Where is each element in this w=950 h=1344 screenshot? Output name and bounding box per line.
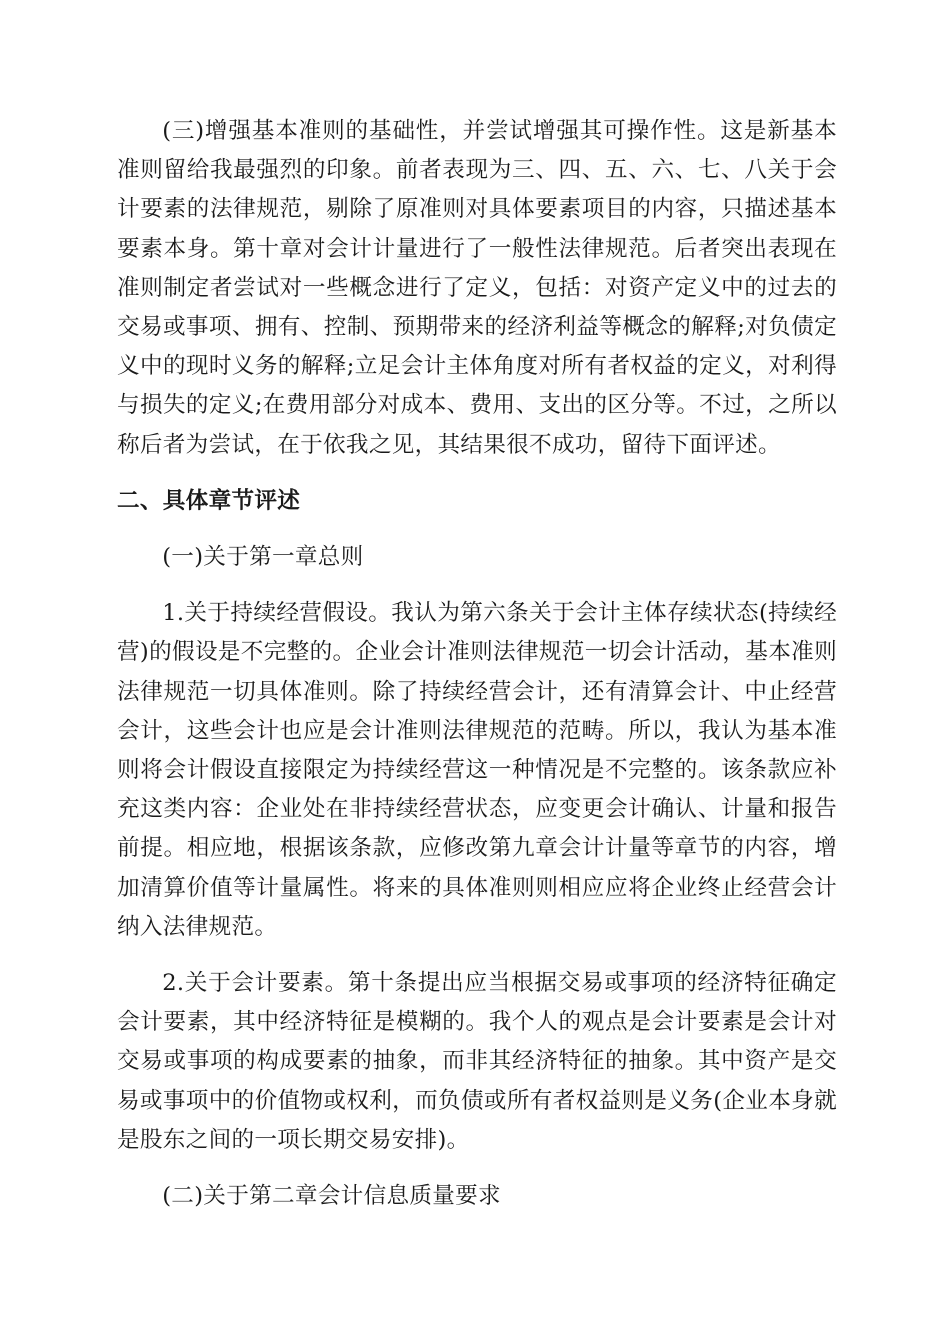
paragraph-going-concern: 1.关于持续经营假设。我认为第六条关于会计主体存续状态(持续经营)的假设是不完整的。企业会计准则法律规范一切会计活动，基本准则法律规范一切具体准则。除了持续经营会计，还有清算会计、中止经营会计，这些会计也应是会计准则法律规范的范畴。所以，我认为基本准则将会计假设直接限定为持续经营这一种情况是不完整的。该条款应补充这类内容：企业处在非持续经营状态，应变更会计确认、计量和报告前提。相应地，根据该条款，应修改第九章会计计量等章节的内容，增加清算价值等计量属性。将来的具体准则则相应应将企业终止经营会计纳入法律规范。 — [117, 600, 837, 940]
subheading-chapter-one: (一)关于第一章总则 — [162, 544, 364, 571]
spacer — [117, 521, 837, 538]
spacer — [117, 947, 837, 964]
paragraph-enhance-basic-standard: (三)增强基本准则的基础性，并尝试增强其可操作性。这是新基本准则留给我最强烈的印象。前者表现为三、四、五、六、七、八关于会计要素的法律规范，剔除了原准则对具体要素项目的内容，只描述基本要素本身。第十章对会计计量进行了一般性法律规范。后者突出表现在准则制定者尝试对一些概念进行了定义，包括：对资产定义中的过去的交易或事项、拥有、控制、预期带来的经济利益等概念的解释;对负债定义中的现时义务的解释;立足会计主体角度对所有者权益的定义，对利得与损失的定义;在费用部分对成本、费用、支出的区分等。不过，之所以称后者为尝试，在于依我之见，其结果很不成功，留待下面评述。 — [117, 118, 837, 458]
paragraph-accounting-elements: 2.关于会计要素。第十条提出应当根据交易或事项的经济特征确定会计要素，其中经济特征是模糊的。我个人的观点是会计要素是会计对交易或事项的构成要素的抽象，而非其经济特征的抽象。其中资产是交易或事项中的价值物或权利，而负债或所有者权益则是义务(企业本身就是股东之间的一项长期交易安排)。 — [117, 970, 837, 1153]
spacer — [117, 577, 837, 594]
subheading-chapter-two: (二)关于第二章会计信息质量要求 — [162, 1183, 501, 1210]
spacer — [117, 465, 837, 482]
section-heading-chapter-review: 二、具体章节评述 — [117, 487, 301, 514]
document-body — [117, 112, 837, 1216]
spacer — [117, 1160, 837, 1177]
